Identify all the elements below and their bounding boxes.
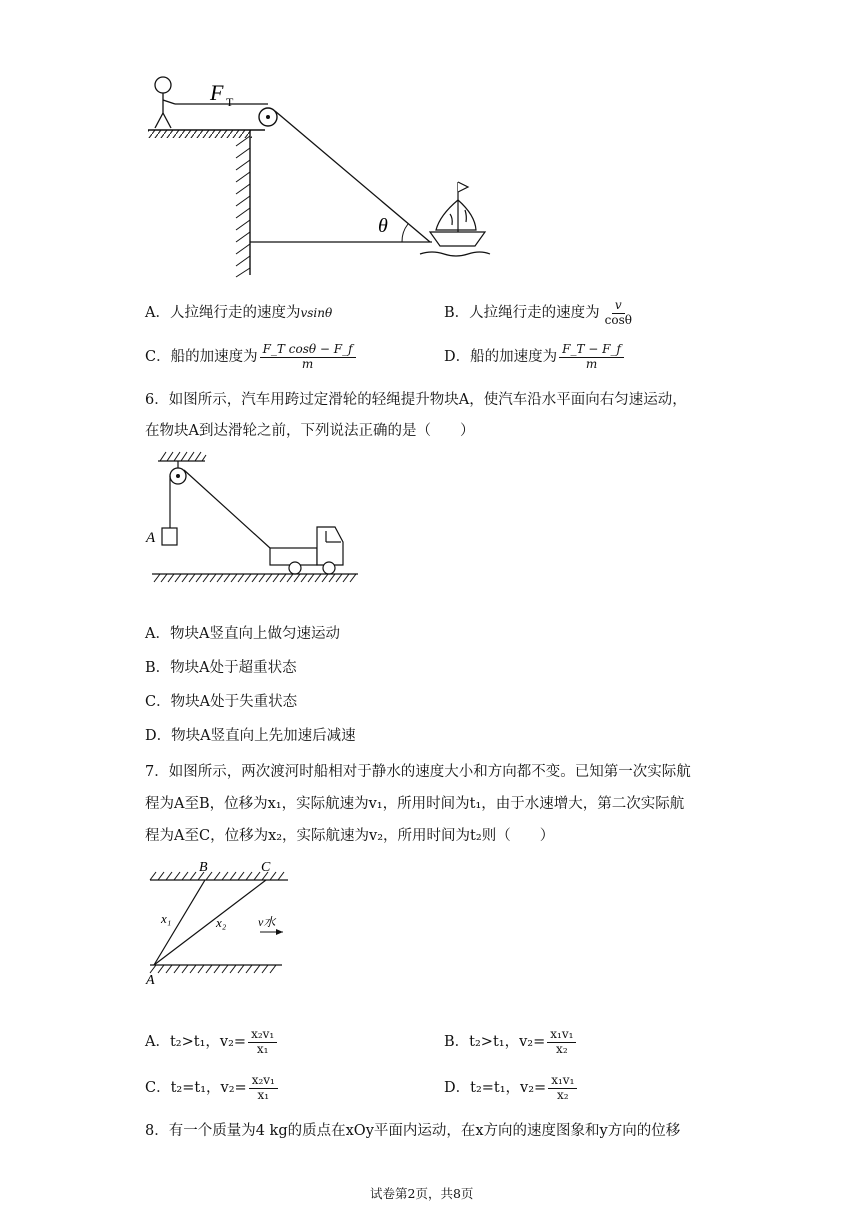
q5-option-b[interactable]: B．人拉绳行走的速度为 $\frac{v}{\cos\theta}$ (444, 298, 632, 327)
sailboat-icon (420, 182, 490, 256)
force-label: F (210, 80, 224, 105)
q6-stem-line2: 在物块A到达滑轮之前，下列说法正确的是（ ） (145, 423, 475, 439)
truck-icon (270, 527, 343, 574)
force-sub-label: T (226, 95, 234, 109)
q6-option-b[interactable]: B．物块A处于超重状态 (145, 660, 297, 676)
label-x1: x₁ (161, 911, 172, 926)
q7-stem-line1: 7．如图所示，两次渡河时船相对于静水的速度大小和方向都不变。已知第一次实际航 (145, 764, 691, 780)
q7-stem-line2: 程为A至B，位移为x₁，实际航速为v₁，所用时间为t₁，由于水速增大，第二次实际航 (145, 796, 685, 812)
angle-label: θ (378, 215, 388, 237)
person-figure (155, 77, 175, 128)
label-b: B (199, 860, 208, 875)
q5-figure (140, 70, 500, 285)
label-a: A (146, 973, 155, 988)
label-x2: x₂ (216, 915, 227, 930)
q7-option-c[interactable]: C．t₂=t₁，v₂= $\frac{\text{x₂v₁}}{\text{x₁}}$ (145, 1074, 278, 1103)
label-v-water: v水 (258, 915, 276, 929)
q6-option-a[interactable]: A．物块A竖直向上做匀速运动 (145, 626, 340, 642)
q8-stem-line1: 8．有一个质量为4 kg的质点在xOy平面内运动，在x方向的速度图象和y方向的位移 (145, 1123, 681, 1139)
q7-option-a[interactable]: A．t₂>t₁，v₂= $\frac{\text{x₂v₁}}{\text{x₁}}$ (145, 1028, 277, 1057)
q6-option-c[interactable]: C．物块A处于失重状态 (145, 694, 298, 710)
q7-option-b[interactable]: B．t₂>t₁，v₂= $\frac{\text{x₁v₁}}{\text{x₂}}$ (444, 1028, 576, 1057)
label-c: C (261, 860, 271, 875)
q7-figure (140, 855, 300, 990)
q6-figure (140, 448, 365, 588)
block-a (162, 528, 177, 545)
block-label: A (146, 530, 156, 546)
page-footer: 试卷第2页，共8页 (370, 1186, 474, 1201)
q7-option-d[interactable]: D．t₂=t₁，v₂= $\frac{\text{x₁v₁}}{\text{x₂}}$ (444, 1074, 577, 1103)
q5-option-c[interactable]: C．船的加速度为 $\frac{\text{F\_T cosθ − F\_f}}{m}$ (145, 343, 356, 372)
q6-option-d[interactable]: D．物块A竖直向上先加速后减速 (145, 728, 356, 744)
q6-stem-line1: 6．如图所示，汽车用跨过定滑轮的轻绳提升物块A，使汽车沿水平面向右匀速运动， (145, 392, 687, 408)
q5-option-a[interactable]: A．人拉绳行走的速度为vsinθ (145, 305, 333, 321)
q5-option-d[interactable]: D．船的加速度为 $\frac{F\_T - F\_f}{m}$ (444, 343, 624, 372)
q7-stem-line3: 程为A至C，位移为x₂，实际航速为v₂，所用时间为t₂则（ ） (145, 828, 555, 844)
